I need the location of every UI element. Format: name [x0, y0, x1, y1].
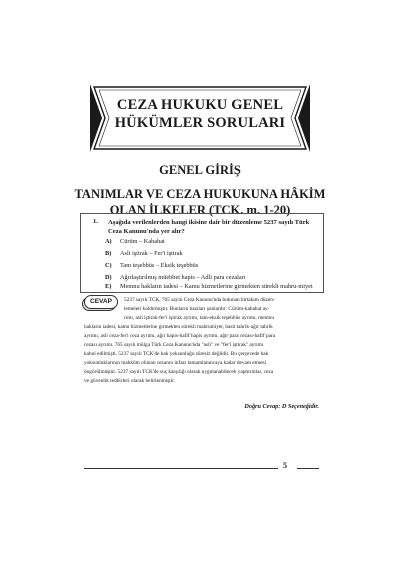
option-letter: E) — [105, 283, 112, 290]
question-text — [108, 218, 314, 236]
page-number: 5 — [283, 461, 287, 470]
section-title: GENEL GİRİŞ — [159, 163, 241, 177]
answer-badge: CEVAP — [84, 295, 118, 309]
option-text: Tam teşebbüs – Eksik teşebbüs — [120, 262, 199, 269]
answer-line: rımı, asli iştirak-fer'i iştirak ayrımı, tam-eksik teşebbüs ayrımı, memnu — [124, 315, 274, 321]
section-subtitle-line1: TANIMLAR VE CEZA HUKUKUNA HÂKİM — [74, 187, 326, 201]
chapter-title-banner — [90, 84, 310, 152]
answer-line: ayrımı, asli ceza-fer'i ceza ayrımı, ağır hapis-hafif hapis ayrımı, ağır para cezası-hafif para — [84, 333, 276, 339]
answer-line: 5237 sayılı TCK, 765 sayılı Ceza Kanunu'nda bulunan birtakım düzen- — [124, 297, 275, 303]
question-text-line1: Aşağıda verilenlerden hangi ikisine dair bir düzenleme 5237 sayılı Türk — [108, 219, 310, 226]
chapter-title-line1: CEZA HUKUKU GENEL — [116, 97, 284, 113]
answer-line: öngörülmüştür. 5237 sayılı TCK'de suç karşılığı olarak uygulanabilecek yaptırımlar, ceza — [84, 369, 274, 375]
footer-rule-left — [84, 468, 278, 469]
option-letter: A) — [105, 238, 112, 245]
chapter-title — [90, 96, 310, 132]
section-subtitle-line2: OLAN İLKELER (TCK. m. 1-20) — [109, 203, 291, 217]
option-text: Cürüm – Kabahat — [120, 238, 165, 245]
option-text: Memnu hakların iadesi – Kamu hizmetlerine girmekten sürekli mahru-miyet — [120, 283, 313, 290]
option-text: Ağırlaştırılmış müebbet hapis – Adli para cezaları — [120, 274, 246, 281]
answer-line: hakların iadesi, kamu hizmetlerine girmekten sürekli mahrumiyet, basit tahrik-ağır tahrik — [84, 324, 273, 330]
option-letter: B) — [105, 250, 112, 257]
answer-line: ve güvenlik tedbirleri olarak belirlenmiştir. — [84, 378, 176, 384]
question-text-line2: Ceza Kanunu'nda yer alır? — [108, 228, 185, 235]
answer-line: kabul edilmişti. 5237 sayılı TCK'de hak yoksunluğu süresiz değildir. Bu çerçevede hak — [84, 351, 269, 357]
option-text: Asli iştirak – Fer'i iştirak — [120, 250, 183, 257]
answer-line: lemeleri kaldırmıştır. Bunların bazıları şunlardır: Cürüm-kabahat ay- — [124, 306, 270, 312]
answer-line: yoksunluklarının mahkûm olunan cezanın infazı tamamlanıncaya kadar devam etmesi — [84, 360, 267, 366]
option-letter: D) — [105, 274, 112, 281]
correct-answer: Doğru Cevap: D Seçeneğidir. — [244, 403, 319, 410]
answer-line: cezası ayrımı. 765 sayılı mülga Türk Ceza Kanunu'nda "asli" ve "fer'i iştirak" ayrımı — [84, 342, 264, 348]
option-letter: C) — [105, 262, 112, 269]
footer-rule-right — [297, 468, 319, 469]
chapter-title-line2: HÜKÜMLER SORULARI — [114, 115, 286, 131]
question-number: 1. — [93, 218, 98, 225]
